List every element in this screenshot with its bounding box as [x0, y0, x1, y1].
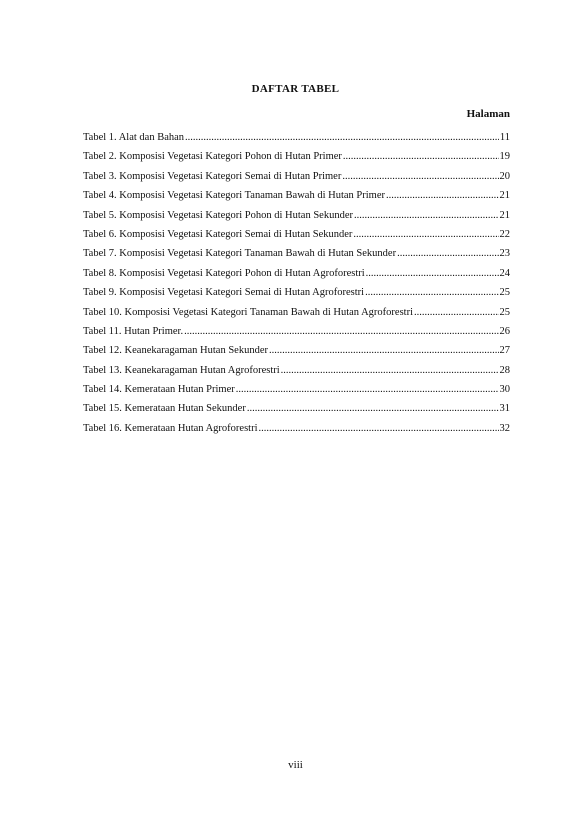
dot-leader [236, 383, 499, 397]
entry-label: Tabel 4. Komposisi Vegetasi Kategori Tanaman Bawah di Hutan Primer [83, 190, 385, 202]
entry-label: Tabel 12. Keanekaragaman Hutan Sekunder [83, 345, 268, 357]
entry-page: 27 [499, 345, 510, 357]
entry-page: 20 [499, 170, 510, 182]
entry-page: 25 [499, 287, 510, 299]
dot-leader [184, 325, 498, 339]
dot-leader [354, 209, 499, 223]
dot-leader [259, 422, 499, 436]
entry-label: Tabel 1. Alat dan Bahan [83, 132, 185, 143]
entry-label: Tabel 7. Komposisi Vegetasi Kategori Tanaman Bawah di Hutan Sekunder [83, 248, 397, 260]
entry-page: 28 [499, 364, 510, 376]
dot-leader [342, 170, 498, 184]
entry-label: Tabel 16. Kemerataan Hutan Agroforestri [83, 422, 258, 434]
list-item[interactable] [83, 364, 510, 383]
dot-leader [365, 286, 498, 300]
table-list [83, 131, 510, 441]
list-item[interactable] [83, 150, 510, 169]
entry-page: 22 [499, 228, 510, 240]
list-item[interactable] [83, 247, 510, 266]
entry-label: Tabel 2. Komposisi Vegetasi Kategori Pohon di Hutan Primer [83, 151, 342, 163]
dot-leader [185, 131, 499, 145]
entry-page: 30 [499, 384, 510, 396]
list-item[interactable] [83, 189, 510, 208]
list-item[interactable] [83, 306, 510, 325]
list-item[interactable] [83, 325, 510, 344]
entry-label: Tabel 8. Komposisi Vegetasi Kategori Pohon di Hutan Agroforestri [83, 267, 365, 279]
entry-label: Tabel 14. Kemerataan Hutan Primer [83, 384, 235, 396]
list-item[interactable] [83, 383, 510, 402]
entry-label: Tabel 10. Komposisi Vegetasi Kategori Tanaman Bawah di Hutan Agroforestri [83, 306, 413, 318]
entry-label: Tabel 3. Komposisi Vegetasi Kategori Semai di Hutan Primer [83, 170, 342, 182]
dot-leader [269, 344, 499, 358]
entry-page: 23 [499, 248, 510, 260]
dot-leader [353, 228, 498, 242]
entry-page: 19 [499, 151, 510, 163]
entry-page: 24 [499, 267, 510, 279]
dot-leader [366, 267, 499, 281]
page-column-header: Halaman [466, 108, 510, 120]
dot-leader [281, 364, 499, 378]
entry-page: 32 [499, 422, 510, 434]
list-item[interactable] [83, 344, 510, 363]
list-item[interactable] [83, 286, 510, 305]
entry-page: 26 [499, 325, 510, 337]
entry-page: 25 [499, 306, 510, 318]
entry-page: 21 [499, 190, 510, 202]
entry-label: Tabel 13. Keanekaragaman Hutan Agroforestri [83, 364, 280, 376]
list-item[interactable] [83, 267, 510, 286]
list-item[interactable] [83, 422, 510, 441]
list-item[interactable] [83, 131, 510, 150]
dot-leader [343, 150, 499, 164]
entry-label: Tabel 15. Kemerataan Hutan Sekunder [83, 403, 246, 415]
list-item[interactable] [83, 402, 510, 421]
dot-leader [397, 247, 498, 261]
entry-page: 21 [499, 209, 510, 221]
dot-leader [247, 402, 499, 416]
list-item[interactable] [83, 170, 510, 189]
entry-label: Tabel 5. Komposisi Vegetasi Kategori Pohon di Hutan Sekunder [83, 209, 353, 221]
dot-leader [386, 189, 499, 203]
page-number: viii [288, 759, 303, 771]
entry-page: 31 [499, 403, 510, 415]
entry-label: Tabel 6. Komposisi Vegetasi Kategori Semai di Hutan Sekunder [83, 228, 353, 240]
entry-label: Tabel 11. Hutan Primer. [83, 325, 184, 337]
entry-page: 11 [499, 132, 510, 143]
list-item[interactable] [83, 228, 510, 247]
dot-leader [414, 306, 499, 320]
entry-label: Tabel 9. Komposisi Vegetasi Kategori Semai di Hutan Agroforestri [83, 287, 365, 299]
list-item[interactable] [83, 209, 510, 228]
page-title: DAFTAR TABEL [251, 83, 340, 95]
